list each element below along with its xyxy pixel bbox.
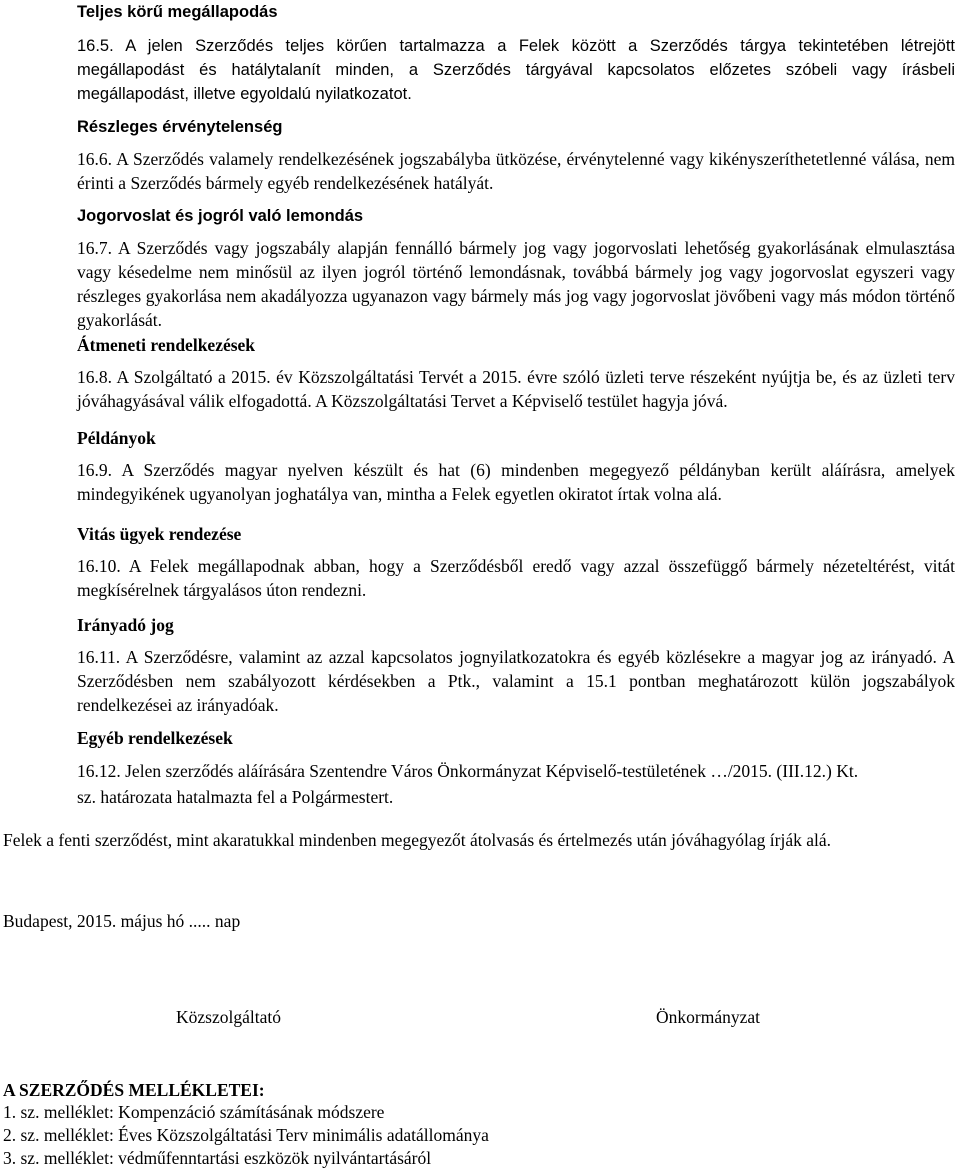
clause-16-7: 16.7. A Szerződés vagy jogszabály alapján fennálló bármely jog vagy jogorvoslati lehetőség gyakorlásának elmulasztása vagy késedelme nem minősül az ilyen jogról történő lemondásnak, továbbá bármely jog vagy jogorvoslat egyszeri vagy részleges gyakorlása nem akadályozza ugyanazon vagy bármely más jog vagy jogorvoslat jövőbeni vagy más módon történő gyakorlását.	[77, 238, 955, 330]
signature-municipality: Önkormányzat	[656, 1007, 760, 1027]
annexes-title: A SZERZŐDÉS MELLÉKLETEI:	[3, 1080, 265, 1100]
clause-16-9: 16.9. A Szerződés magyar nyelven készült és hat (6) mindenben megegyező példányban került aláírásra, amelyek mindegyikének ugyanolyan joghatálya van, mintha a Felek egyetlen okiratot írtak volna alá.	[77, 460, 955, 504]
section-heading-remedy-waiver: Jogorvoslat és jogról való lemondás	[77, 207, 364, 225]
clause-16-8: 16.8. A Szolgáltató a 2015. év Közszolgáltatási Tervét a 2015. évre szóló üzleti terve részeként nyújtja be, és az üzleti terv jóváhagyásával válik elfogadottá. A Közszolgáltatási Tervet a Képviselő testület hagyja jóvá.	[77, 367, 955, 411]
section-heading-other-provisions: Egyéb rendelkezések	[77, 728, 233, 748]
section-heading-copies: Példányok	[77, 428, 156, 448]
clause-16-10: 16.10. A Felek megállapodnak abban, hogy a Szerződésből eredő vagy azzal összefüggő bármely nézeteltérést, vitát megkísérelnek tárgyalásos úton rendezni.	[77, 556, 955, 600]
section-heading-transitional: Átmeneti rendelkezések	[77, 335, 256, 355]
clause-16-5: 16.5. A jelen Szerződés teljes körűen tartalmazza a Felek között a Szerződés tárgya tekintetében létrejött megállapodást és hatálytalanít minden, a Szerződés tárgyával kapcsolatos előzetes szóbeli vagy írásbeli megállapodást, illetve egyoldalú nyilatkozatot.	[77, 37, 955, 103]
closing-statement: Felek a fenti szerződést, mint akaratukkal mindenben megegyezőt átolvasás és értelmezés után jóváhagyólag írják alá.	[3, 830, 832, 850]
section-heading-governing-law: Irányadó jog	[77, 615, 174, 635]
clause-16-12-line2: sz. határozata hatalmazta fel a Polgármestert.	[77, 787, 394, 807]
annex-item: 1. sz. melléklet: Kompenzáció számításának módszere	[3, 1102, 385, 1122]
section-heading-partial-invalidity: Részleges érvénytelenség	[77, 118, 283, 136]
section-heading-disputes: Vitás ügyek rendezése	[77, 524, 242, 544]
clause-16-11: 16.11. A Szerződésre, valamint az azzal kapcsolatos jognyilatkozatokra és egyéb közlésekre a magyar jog az irányadó. A Szerződésben nem szabályozott kérdésekben a Ptk., valamint a 15.1 pontban meghatározott külön jogszabályok rendelkezései az irányadóak.	[77, 647, 955, 715]
annex-item: 3. sz. melléklet: védműfenntartási eszközök nyilvántartásáról	[3, 1148, 432, 1168]
signature-provider: Közszolgáltató	[176, 1007, 281, 1027]
section-heading-full-agreement: Teljes körű megállapodás	[77, 3, 278, 21]
clause-16-6: 16.6. A Szerződés valamely rendelkezésének jogszabályba ütközése, érvénytelenné vagy kikényszeríthetetlenné válása, nem érinti a Szerződés bármely egyéb rendelkezésének hatályát.	[77, 149, 955, 193]
annex-item: 2. sz. melléklet: Éves Közszolgáltatási Terv minimális adatállománya	[3, 1125, 489, 1145]
place-and-date: Budapest, 2015. május hó ..... nap	[3, 911, 241, 931]
clause-16-12-line1: 16.12. Jelen szerződés aláírására Szentendre Város Önkormányzat Képviselő-testületének …/2015. (III.12.) Kt.	[77, 761, 859, 781]
